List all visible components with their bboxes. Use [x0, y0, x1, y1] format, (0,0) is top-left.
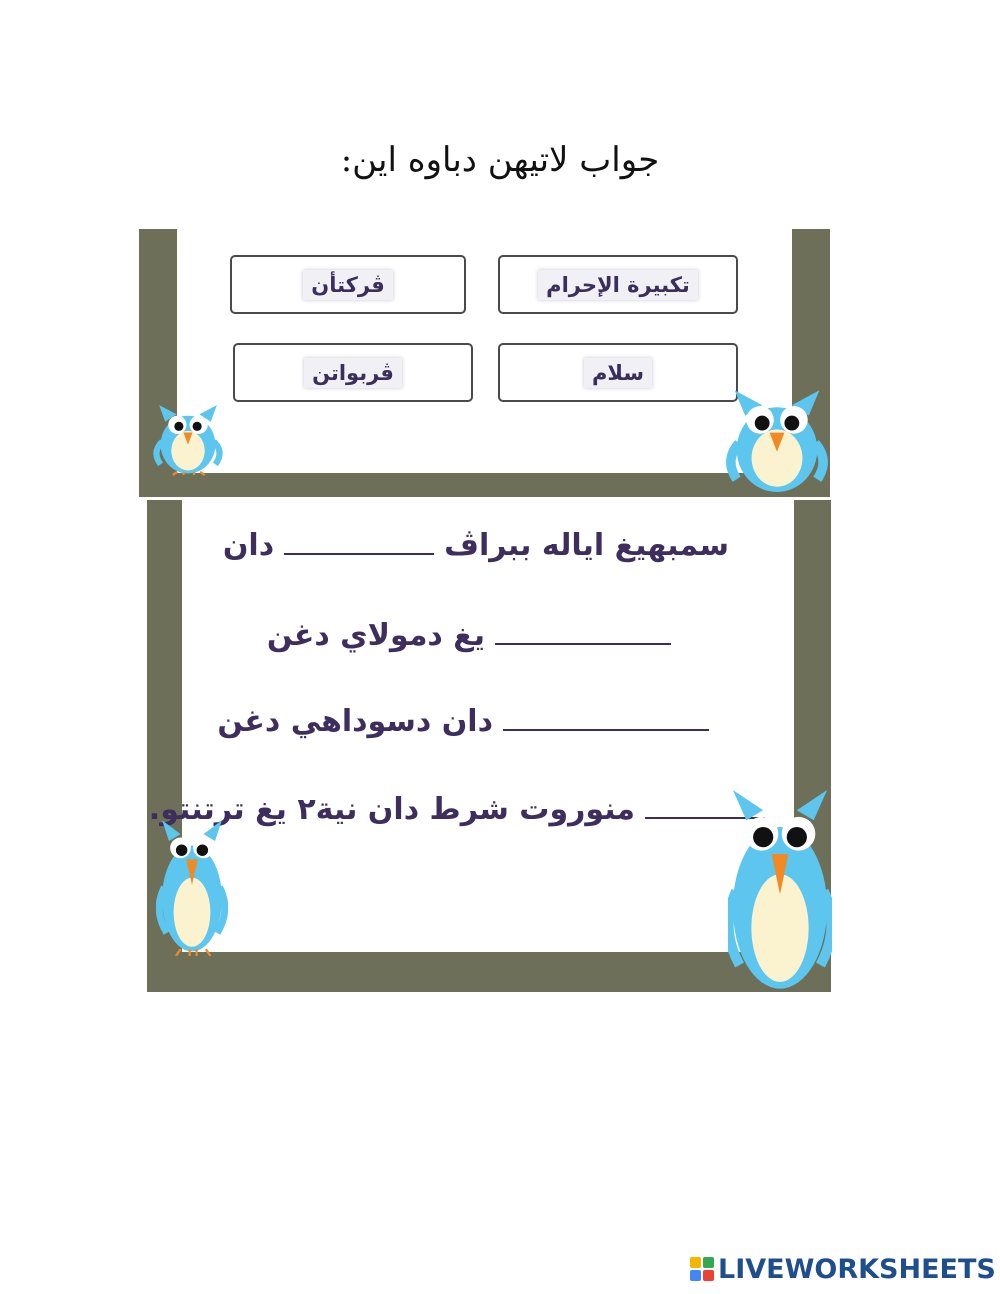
owl-large-right-bottom-icon	[728, 790, 832, 992]
word-label: سلام	[584, 358, 652, 388]
word-box-perkataan[interactable]	[230, 255, 466, 314]
sentence-2	[267, 618, 681, 653]
sentence-1-before: سمبهيغ اياله ببراڤ	[444, 528, 729, 563]
word-label: ڤركتأن	[303, 270, 392, 300]
word-label: ڤربواتن	[304, 358, 402, 388]
word-box-salam[interactable]	[498, 343, 738, 402]
word-label: تكبيرة الإحرام	[538, 270, 698, 300]
sentence-2-after: يغ دمولاي دغن	[266, 618, 485, 653]
sentence-3	[217, 704, 719, 739]
blank-2[interactable]	[495, 642, 671, 645]
blank-3[interactable]	[503, 728, 709, 731]
liveworksheets-logo[interactable]	[690, 1252, 996, 1286]
logo-mark-icon	[690, 1257, 714, 1281]
sentence-1-after: دان	[222, 528, 275, 563]
blank-1[interactable]	[284, 552, 434, 555]
sentence-1	[223, 528, 729, 563]
sentence-4-after: منوروت شرط دان نية٢ يغ ترتنتو.	[148, 792, 635, 827]
sentence-3-after: دان دسوداهي دغن	[217, 704, 493, 739]
owl-large-right-top-icon	[724, 380, 830, 498]
owl-small-left-bottom-icon	[156, 818, 228, 956]
sentence-4	[149, 792, 775, 827]
owl-small-left-top-icon	[150, 398, 226, 476]
instruction-heading: جواب لاتيهن دباوه اين:	[340, 140, 660, 180]
logo-text: LIVEWORKSHEETS	[718, 1253, 996, 1285]
word-box-takbiratul-ihram[interactable]	[498, 255, 738, 314]
word-box-perbuatan[interactable]	[233, 343, 473, 402]
